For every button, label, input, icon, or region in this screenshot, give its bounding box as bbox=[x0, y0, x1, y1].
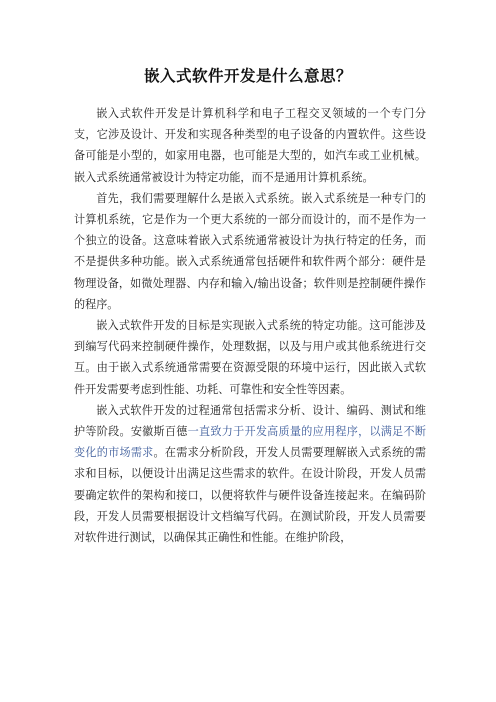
paragraph-4-text-after: 。在需求分析阶段，开发人员需要理解嵌入式系统的需求和目标，以便设计出满足这些需求的软件。在设计阶段，开发人员需要确定软件的架构和接口，以便将软件与硬件设备连接起来。在编码阶段，开发人员需要根据设计文档编写代码。在测试阶段，开发人员需要对软件进行测试，以确保其正确性和性能。在维护阶段， bbox=[74, 446, 426, 545]
paragraph-2: 首先，我们需要理解什么是嵌入式系统。嵌入式系统是一种专门的计算机系统，它是作为一个更大系统的一部分而设计的，而不是作为一个独立的设备。这意味着嵌入式系统通常被设计为执行特定的任务，而不是提供多种功能。嵌入式系统通常包括硬件和软件两个部分：硬件是物理设备，如微处理器、内存和输入/输出设备；软件则是控制硬件操作的程序。 bbox=[74, 191, 426, 311]
document-title: 嵌入式软件开发是什么意思？ bbox=[143, 66, 352, 85]
paragraph-3: 嵌入式软件开发的目标是实现嵌入式系统的特定功能。这可能涉及到编写代码来控制硬件操作，处理数据，以及与用户或其他系统进行交互。由于嵌入式系统通常需要在资源受限的环境中运行，因此嵌入式软件开发需要考虑到性能、功耗、可靠性和安全性等因素。 bbox=[74, 319, 426, 396]
paragraph-4-text-before: 嵌入式软件开发的过程通常包括需求分析、设计、编码、测试和维护等阶段。安徽斯百德 bbox=[74, 403, 426, 439]
company-link[interactable]: 一直致力于开发高质量的应用程序，以满足不断变化的市场需求 bbox=[74, 425, 426, 460]
paragraph-4 bbox=[74, 400, 426, 548]
paragraph-1: 嵌入式软件开发是计算机科学和电子工程交叉领域的一个专门分支，它涉及设计、开发和实现各种类型的电子设备的内置软件。这些设备可能是小型的，如家用电器，也可能是大型的，如汽车或工业机械。嵌入式系统通常被设计为特定功能，而不是通用计算机系统。 bbox=[74, 107, 426, 184]
document-body bbox=[74, 103, 426, 548]
